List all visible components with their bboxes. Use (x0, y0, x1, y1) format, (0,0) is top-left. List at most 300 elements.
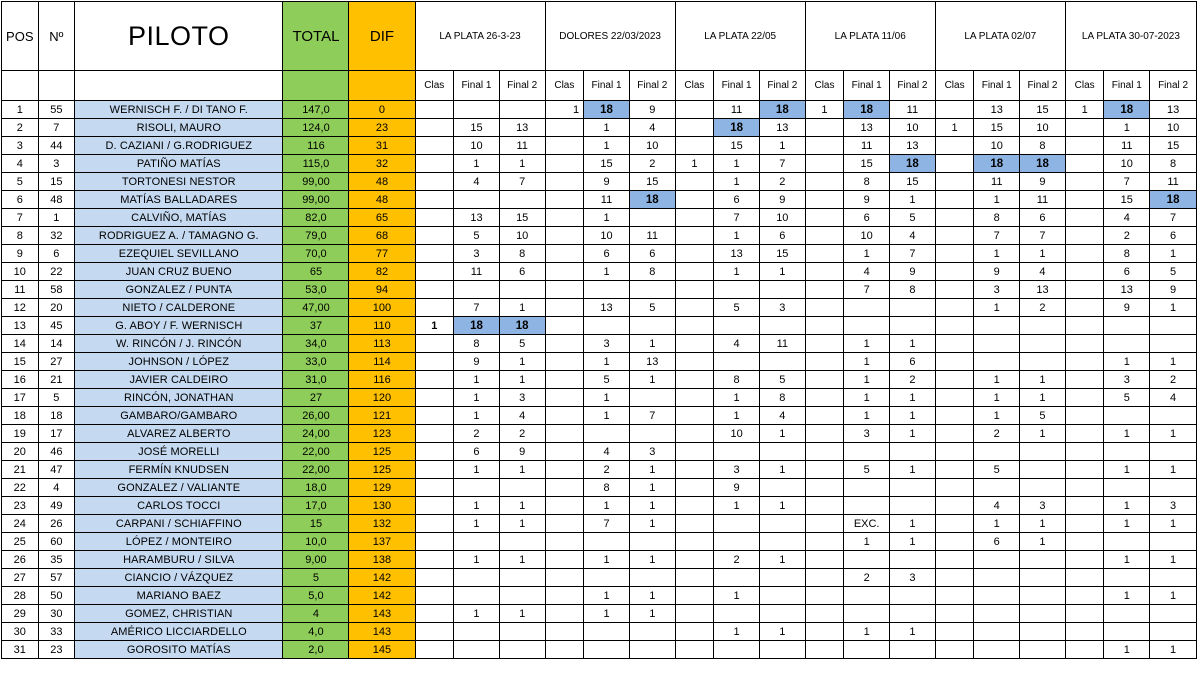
race3-clas-cell (675, 245, 714, 263)
race5-clas-cell (935, 173, 974, 191)
race1-clas-cell (415, 371, 454, 389)
race3-clas-cell (675, 641, 714, 659)
race6-clas-cell (1065, 641, 1104, 659)
race4-final1-cell: 9 (844, 191, 890, 209)
race4-clas-cell (805, 191, 844, 209)
total-points-cell: 70,0 (283, 245, 349, 263)
race6-final2-cell (1150, 335, 1197, 353)
race5-final1-cell: 3 (974, 281, 1020, 299)
race4-final2-cell: 1 (890, 533, 936, 551)
pilot-name-cell: LÓPEZ / MONTEIRO (75, 533, 283, 551)
race2-final2-cell (629, 623, 675, 641)
race5-final1-cell (974, 587, 1020, 605)
race3-final2-cell: 4 (759, 407, 805, 425)
race4-final1-cell (844, 479, 890, 497)
pilot-name-cell: TORTONESI NESTOR (75, 173, 283, 191)
race2-clas-cell (545, 569, 584, 587)
race4-final1-cell: EXC. (844, 515, 890, 533)
race1-final1-cell: 1 (454, 497, 500, 515)
race2-final2-cell (629, 281, 675, 299)
race6-clas-cell (1065, 443, 1104, 461)
total-points-cell: 116 (283, 137, 349, 155)
race6-clas-cell (1065, 173, 1104, 191)
race5-final2-cell (1020, 587, 1066, 605)
race2-final2-cell: 6 (629, 245, 675, 263)
race4-final1-cell: 1 (844, 407, 890, 425)
total-header: TOTAL (283, 2, 349, 71)
difference-cell: 113 (349, 335, 415, 353)
pilot-name-cell: GAMBARO/GAMBARO (75, 407, 283, 425)
subheader-final2: Final 2 (499, 71, 545, 101)
race2-final1-cell: 1 (584, 353, 630, 371)
race5-clas-cell (935, 479, 974, 497)
race2-final1-cell: 6 (584, 245, 630, 263)
difference-cell: 114 (349, 353, 415, 371)
race6-final1-cell (1104, 623, 1150, 641)
race2-clas-cell (545, 605, 584, 623)
race6-final2-cell: 18 (1150, 191, 1197, 209)
race4-final1-cell: 1 (844, 335, 890, 353)
race5-clas-cell (935, 353, 974, 371)
race4-final2-cell: 2 (890, 371, 936, 389)
car-number-cell: 3 (38, 155, 75, 173)
pilot-name-cell: PATIÑO MATÍAS (75, 155, 283, 173)
subheader-final2: Final 2 (759, 71, 805, 101)
race6-final2-cell: 10 (1150, 119, 1197, 137)
race5-final1-cell: 8 (974, 209, 1020, 227)
table-row (2, 227, 1197, 245)
race1-final2-cell: 1 (499, 353, 545, 371)
race6-final1-cell: 1 (1104, 119, 1150, 137)
race1-clas-cell (415, 623, 454, 641)
race4-clas-cell (805, 587, 844, 605)
race3-clas-cell (675, 353, 714, 371)
race5-final1-cell: 7 (974, 227, 1020, 245)
total-points-cell: 26,00 (283, 407, 349, 425)
race5-final2-cell: 8 (1020, 137, 1066, 155)
pilot-name-cell: D. CAZIANI / G.RODRIGUEZ (75, 137, 283, 155)
race5-final2-cell (1020, 461, 1066, 479)
race5-final2-cell (1020, 443, 1066, 461)
race1-clas-cell (415, 191, 454, 209)
race3-final1-cell: 3 (714, 461, 760, 479)
total-points-cell: 10,0 (283, 533, 349, 551)
race6-final2-cell: 1 (1150, 245, 1197, 263)
race6-final1-cell: 13 (1104, 281, 1150, 299)
race2-clas-cell (545, 641, 584, 659)
race4-final2-cell: 1 (890, 191, 936, 209)
position-cell: 19 (2, 425, 39, 443)
pilot-name-cell: RINCÓN, JONATHAN (75, 389, 283, 407)
position-cell: 24 (2, 515, 39, 533)
race6-final2-cell: 1 (1150, 515, 1197, 533)
race1-clas-cell (415, 209, 454, 227)
race5-final2-cell (1020, 551, 1066, 569)
race5-clas-cell (935, 551, 974, 569)
race3-clas-cell (675, 497, 714, 515)
race3-final1-cell: 1 (714, 263, 760, 281)
race2-final2-cell (629, 425, 675, 443)
race3-clas-cell (675, 515, 714, 533)
race4-final1-cell: 15 (844, 155, 890, 173)
total-points-cell: 124,0 (283, 119, 349, 137)
race1-final2-cell (499, 623, 545, 641)
difference-cell: 116 (349, 371, 415, 389)
car-number-cell: 57 (38, 569, 75, 587)
race5-final2-cell: 15 (1020, 101, 1066, 119)
race4-clas-cell: 1 (805, 101, 844, 119)
race1-final1-cell (454, 191, 500, 209)
race5-clas-cell (935, 641, 974, 659)
race4-final2-cell: 13 (890, 137, 936, 155)
race5-clas-cell (935, 389, 974, 407)
race2-final1-cell: 7 (584, 515, 630, 533)
race2-final1-cell: 13 (584, 299, 630, 317)
race3-final2-cell: 1 (759, 137, 805, 155)
position-cell: 23 (2, 497, 39, 515)
race6-final1-cell: 5 (1104, 389, 1150, 407)
race2-final1-cell (584, 623, 630, 641)
difference-cell: 77 (349, 245, 415, 263)
race5-clas-cell (935, 299, 974, 317)
race5-clas-cell (935, 533, 974, 551)
race4-final1-cell: 1 (844, 353, 890, 371)
car-number-cell: 18 (38, 407, 75, 425)
table-row (2, 191, 1197, 209)
race6-final2-cell: 1 (1150, 299, 1197, 317)
subheader-clas: Clas (545, 71, 584, 101)
race2-clas-cell (545, 533, 584, 551)
race2-final2-cell (629, 569, 675, 587)
race3-final2-cell: 2 (759, 173, 805, 191)
race4-clas-cell (805, 245, 844, 263)
total-points-cell: 22,00 (283, 461, 349, 479)
race2-final1-cell: 4 (584, 443, 630, 461)
race4-clas-cell (805, 263, 844, 281)
race5-clas-cell (935, 335, 974, 353)
pilot-name-cell: G. ABOY / F. WERNISCH (75, 317, 283, 335)
race5-final1-cell (974, 641, 1020, 659)
race6-final1-cell: 11 (1104, 137, 1150, 155)
race6-final1-cell (1104, 569, 1150, 587)
race1-clas-cell (415, 587, 454, 605)
difference-cell: 123 (349, 425, 415, 443)
race4-clas-cell (805, 479, 844, 497)
position-cell: 28 (2, 587, 39, 605)
race2-clas-cell (545, 407, 584, 425)
race3-final2-cell (759, 605, 805, 623)
race2-final1-cell (584, 569, 630, 587)
position-cell: 21 (2, 461, 39, 479)
car-number-cell: 60 (38, 533, 75, 551)
race1-clas-cell (415, 227, 454, 245)
race6-final2-cell: 1 (1150, 641, 1197, 659)
race1-final1-cell (454, 641, 500, 659)
race1-final1-cell: 8 (454, 335, 500, 353)
race1-final1-cell (454, 587, 500, 605)
race3-clas-cell (675, 137, 714, 155)
race4-final1-cell: 1 (844, 533, 890, 551)
race6-clas-cell (1065, 479, 1104, 497)
race2-final1-cell: 1 (584, 497, 630, 515)
pilot-name-cell: WERNISCH F. / DI TANO F. (75, 101, 283, 119)
race5-final2-cell (1020, 623, 1066, 641)
race6-final1-cell (1104, 407, 1150, 425)
race6-clas-cell (1065, 551, 1104, 569)
race1-final2-cell: 1 (499, 155, 545, 173)
total-points-cell: 17,0 (283, 497, 349, 515)
race3-clas-cell (675, 461, 714, 479)
position-cell: 17 (2, 389, 39, 407)
race6-clas-cell (1065, 191, 1104, 209)
car-number-cell: 21 (38, 371, 75, 389)
race4-final2-cell: 1 (890, 623, 936, 641)
race6-clas-cell (1065, 587, 1104, 605)
race6-final2-cell: 2 (1150, 371, 1197, 389)
race6-final1-cell: 2 (1104, 227, 1150, 245)
race4-final2-cell: 1 (890, 515, 936, 533)
race3-clas-cell: 1 (675, 155, 714, 173)
total-points-cell: 147,0 (283, 101, 349, 119)
race4-final2-cell: 15 (890, 173, 936, 191)
race3-clas-cell (675, 425, 714, 443)
race1-final2-cell: 4 (499, 407, 545, 425)
race4-clas-cell (805, 569, 844, 587)
race4-clas-cell (805, 443, 844, 461)
car-number-cell: 1 (38, 209, 75, 227)
subheader-final2: Final 2 (1020, 71, 1066, 101)
race3-final2-cell (759, 353, 805, 371)
position-cell: 25 (2, 533, 39, 551)
race2-final1-cell: 1 (584, 119, 630, 137)
position-cell: 26 (2, 551, 39, 569)
pilot-name-cell: FERMÍN KNUDSEN (75, 461, 283, 479)
race4-final1-cell (844, 641, 890, 659)
race4-final1-cell: 4 (844, 263, 890, 281)
race5-clas-cell (935, 407, 974, 425)
race6-final1-cell: 1 (1104, 641, 1150, 659)
race3-clas-cell (675, 605, 714, 623)
race4-final1-cell: 6 (844, 209, 890, 227)
race3-clas-cell (675, 569, 714, 587)
race1-final1-cell: 1 (454, 407, 500, 425)
race4-final1-cell: 10 (844, 227, 890, 245)
race6-final2-cell: 9 (1150, 281, 1197, 299)
race4-final2-cell (890, 551, 936, 569)
race4-final1-cell: 8 (844, 173, 890, 191)
race2-final1-cell: 1 (584, 551, 630, 569)
position-cell: 20 (2, 443, 39, 461)
table-row (2, 299, 1197, 317)
race3-final1-cell: 1 (714, 587, 760, 605)
table-row (2, 173, 1197, 191)
pilot-name-cell: MARIANO BAEZ (75, 587, 283, 605)
position-cell: 11 (2, 281, 39, 299)
race2-clas-cell (545, 245, 584, 263)
car-number-cell: 58 (38, 281, 75, 299)
race5-final1-cell (974, 569, 1020, 587)
race6-final1-cell: 10 (1104, 155, 1150, 173)
race1-final2-cell (499, 569, 545, 587)
standings-table (1, 1, 1197, 659)
race1-final2-cell: 7 (499, 173, 545, 191)
race2-clas-cell (545, 209, 584, 227)
race3-final2-cell: 6 (759, 227, 805, 245)
race1-clas-cell (415, 443, 454, 461)
race1-final2-cell (499, 533, 545, 551)
race5-final1-cell (974, 605, 1020, 623)
race4-final2-cell: 7 (890, 245, 936, 263)
race3-final2-cell: 1 (759, 551, 805, 569)
race1-final2-cell: 1 (499, 551, 545, 569)
race5-final2-cell: 1 (1020, 425, 1066, 443)
race4-final1-cell (844, 443, 890, 461)
race1-clas-cell (415, 173, 454, 191)
subheader-clas: Clas (675, 71, 714, 101)
difference-cell: 32 (349, 155, 415, 173)
race4-final1-cell: 7 (844, 281, 890, 299)
table-row (2, 137, 1197, 155)
race3-final2-cell (759, 587, 805, 605)
difference-cell: 137 (349, 533, 415, 551)
race5-clas-cell (935, 461, 974, 479)
difference-cell: 145 (349, 641, 415, 659)
race6-clas-cell (1065, 569, 1104, 587)
race6-final1-cell: 1 (1104, 425, 1150, 443)
race4-final2-cell (890, 317, 936, 335)
race4-final1-cell: 1 (844, 371, 890, 389)
race2-clas-cell (545, 227, 584, 245)
race3-clas-cell (675, 533, 714, 551)
total-points-cell: 24,00 (283, 425, 349, 443)
race2-final2-cell: 1 (629, 605, 675, 623)
race4-final1-cell: 1 (844, 623, 890, 641)
race-header-4: LA PLATA 11/06 (805, 2, 935, 71)
race6-final2-cell (1150, 533, 1197, 551)
difference-cell: 129 (349, 479, 415, 497)
position-cell: 15 (2, 353, 39, 371)
race1-clas-cell (415, 425, 454, 443)
race6-final2-cell: 13 (1150, 101, 1197, 119)
race6-final1-cell: 18 (1104, 101, 1150, 119)
race3-final1-cell (714, 353, 760, 371)
race1-final2-cell: 1 (499, 461, 545, 479)
race1-final2-cell: 18 (499, 317, 545, 335)
race1-final1-cell: 7 (454, 299, 500, 317)
car-number-cell: 49 (38, 497, 75, 515)
position-cell: 29 (2, 605, 39, 623)
race1-clas-cell (415, 515, 454, 533)
race5-final2-cell: 18 (1020, 155, 1066, 173)
race4-final2-cell (890, 299, 936, 317)
table-row (2, 623, 1197, 641)
pilot-name-cell: GOROSITO MATÍAS (75, 641, 283, 659)
race3-final2-cell: 1 (759, 497, 805, 515)
race3-final2-cell (759, 479, 805, 497)
race1-clas-cell (415, 281, 454, 299)
race5-clas-cell (935, 425, 974, 443)
race4-final1-cell: 1 (844, 245, 890, 263)
race5-final2-cell (1020, 335, 1066, 353)
race5-clas-cell: 1 (935, 119, 974, 137)
dif-header: DIF (349, 2, 415, 71)
table-row (2, 263, 1197, 281)
race1-final1-cell: 10 (454, 137, 500, 155)
race6-clas-cell (1065, 371, 1104, 389)
race2-final1-cell: 1 (584, 209, 630, 227)
race4-final2-cell: 1 (890, 389, 936, 407)
race6-clas-cell (1065, 227, 1104, 245)
race6-final1-cell: 1 (1104, 515, 1150, 533)
difference-cell: 143 (349, 605, 415, 623)
subheader-final2: Final 2 (890, 71, 936, 101)
race2-clas-cell (545, 173, 584, 191)
race5-final1-cell (974, 443, 1020, 461)
race5-clas-cell (935, 209, 974, 227)
difference-cell: 31 (349, 137, 415, 155)
race2-final2-cell (629, 317, 675, 335)
race6-clas-cell (1065, 281, 1104, 299)
car-number-cell: 5 (38, 389, 75, 407)
table-row (2, 101, 1197, 119)
pilot-name-cell: CARLOS TOCCI (75, 497, 283, 515)
race4-final2-cell (890, 479, 936, 497)
table-row (2, 479, 1197, 497)
race2-clas-cell (545, 299, 584, 317)
race1-final1-cell: 9 (454, 353, 500, 371)
race6-final1-cell: 1 (1104, 587, 1150, 605)
race1-clas-cell (415, 479, 454, 497)
race3-final2-cell (759, 317, 805, 335)
table-row (2, 515, 1197, 533)
race2-final2-cell: 1 (629, 497, 675, 515)
race3-final2-cell (759, 281, 805, 299)
race3-clas-cell (675, 173, 714, 191)
race1-clas-cell (415, 569, 454, 587)
race6-final1-cell: 15 (1104, 191, 1150, 209)
difference-cell: 0 (349, 101, 415, 119)
race1-final1-cell: 2 (454, 425, 500, 443)
race5-clas-cell (935, 605, 974, 623)
race1-clas-cell (415, 461, 454, 479)
total-points-cell: 82,0 (283, 209, 349, 227)
race2-final1-cell: 1 (584, 263, 630, 281)
race5-final1-cell (974, 551, 1020, 569)
race3-final1-cell (714, 605, 760, 623)
race3-final1-cell (714, 317, 760, 335)
race5-final2-cell (1020, 605, 1066, 623)
race5-final1-cell: 1 (974, 515, 1020, 533)
race3-final1-cell: 11 (714, 101, 760, 119)
race2-clas-cell (545, 443, 584, 461)
race2-clas-cell (545, 389, 584, 407)
race6-final1-cell: 3 (1104, 371, 1150, 389)
race3-final1-cell: 1 (714, 389, 760, 407)
race3-final2-cell: 1 (759, 461, 805, 479)
race5-final1-cell: 18 (974, 155, 1020, 173)
race5-clas-cell (935, 101, 974, 119)
total-points-cell: 47,00 (283, 299, 349, 317)
subheader-blank (75, 71, 283, 101)
race2-final2-cell: 1 (629, 335, 675, 353)
race4-final2-cell: 8 (890, 281, 936, 299)
position-cell: 18 (2, 407, 39, 425)
total-points-cell: 27 (283, 389, 349, 407)
car-number-cell: 35 (38, 551, 75, 569)
race6-final1-cell: 9 (1104, 299, 1150, 317)
race5-final2-cell: 1 (1020, 371, 1066, 389)
difference-cell: 130 (349, 497, 415, 515)
